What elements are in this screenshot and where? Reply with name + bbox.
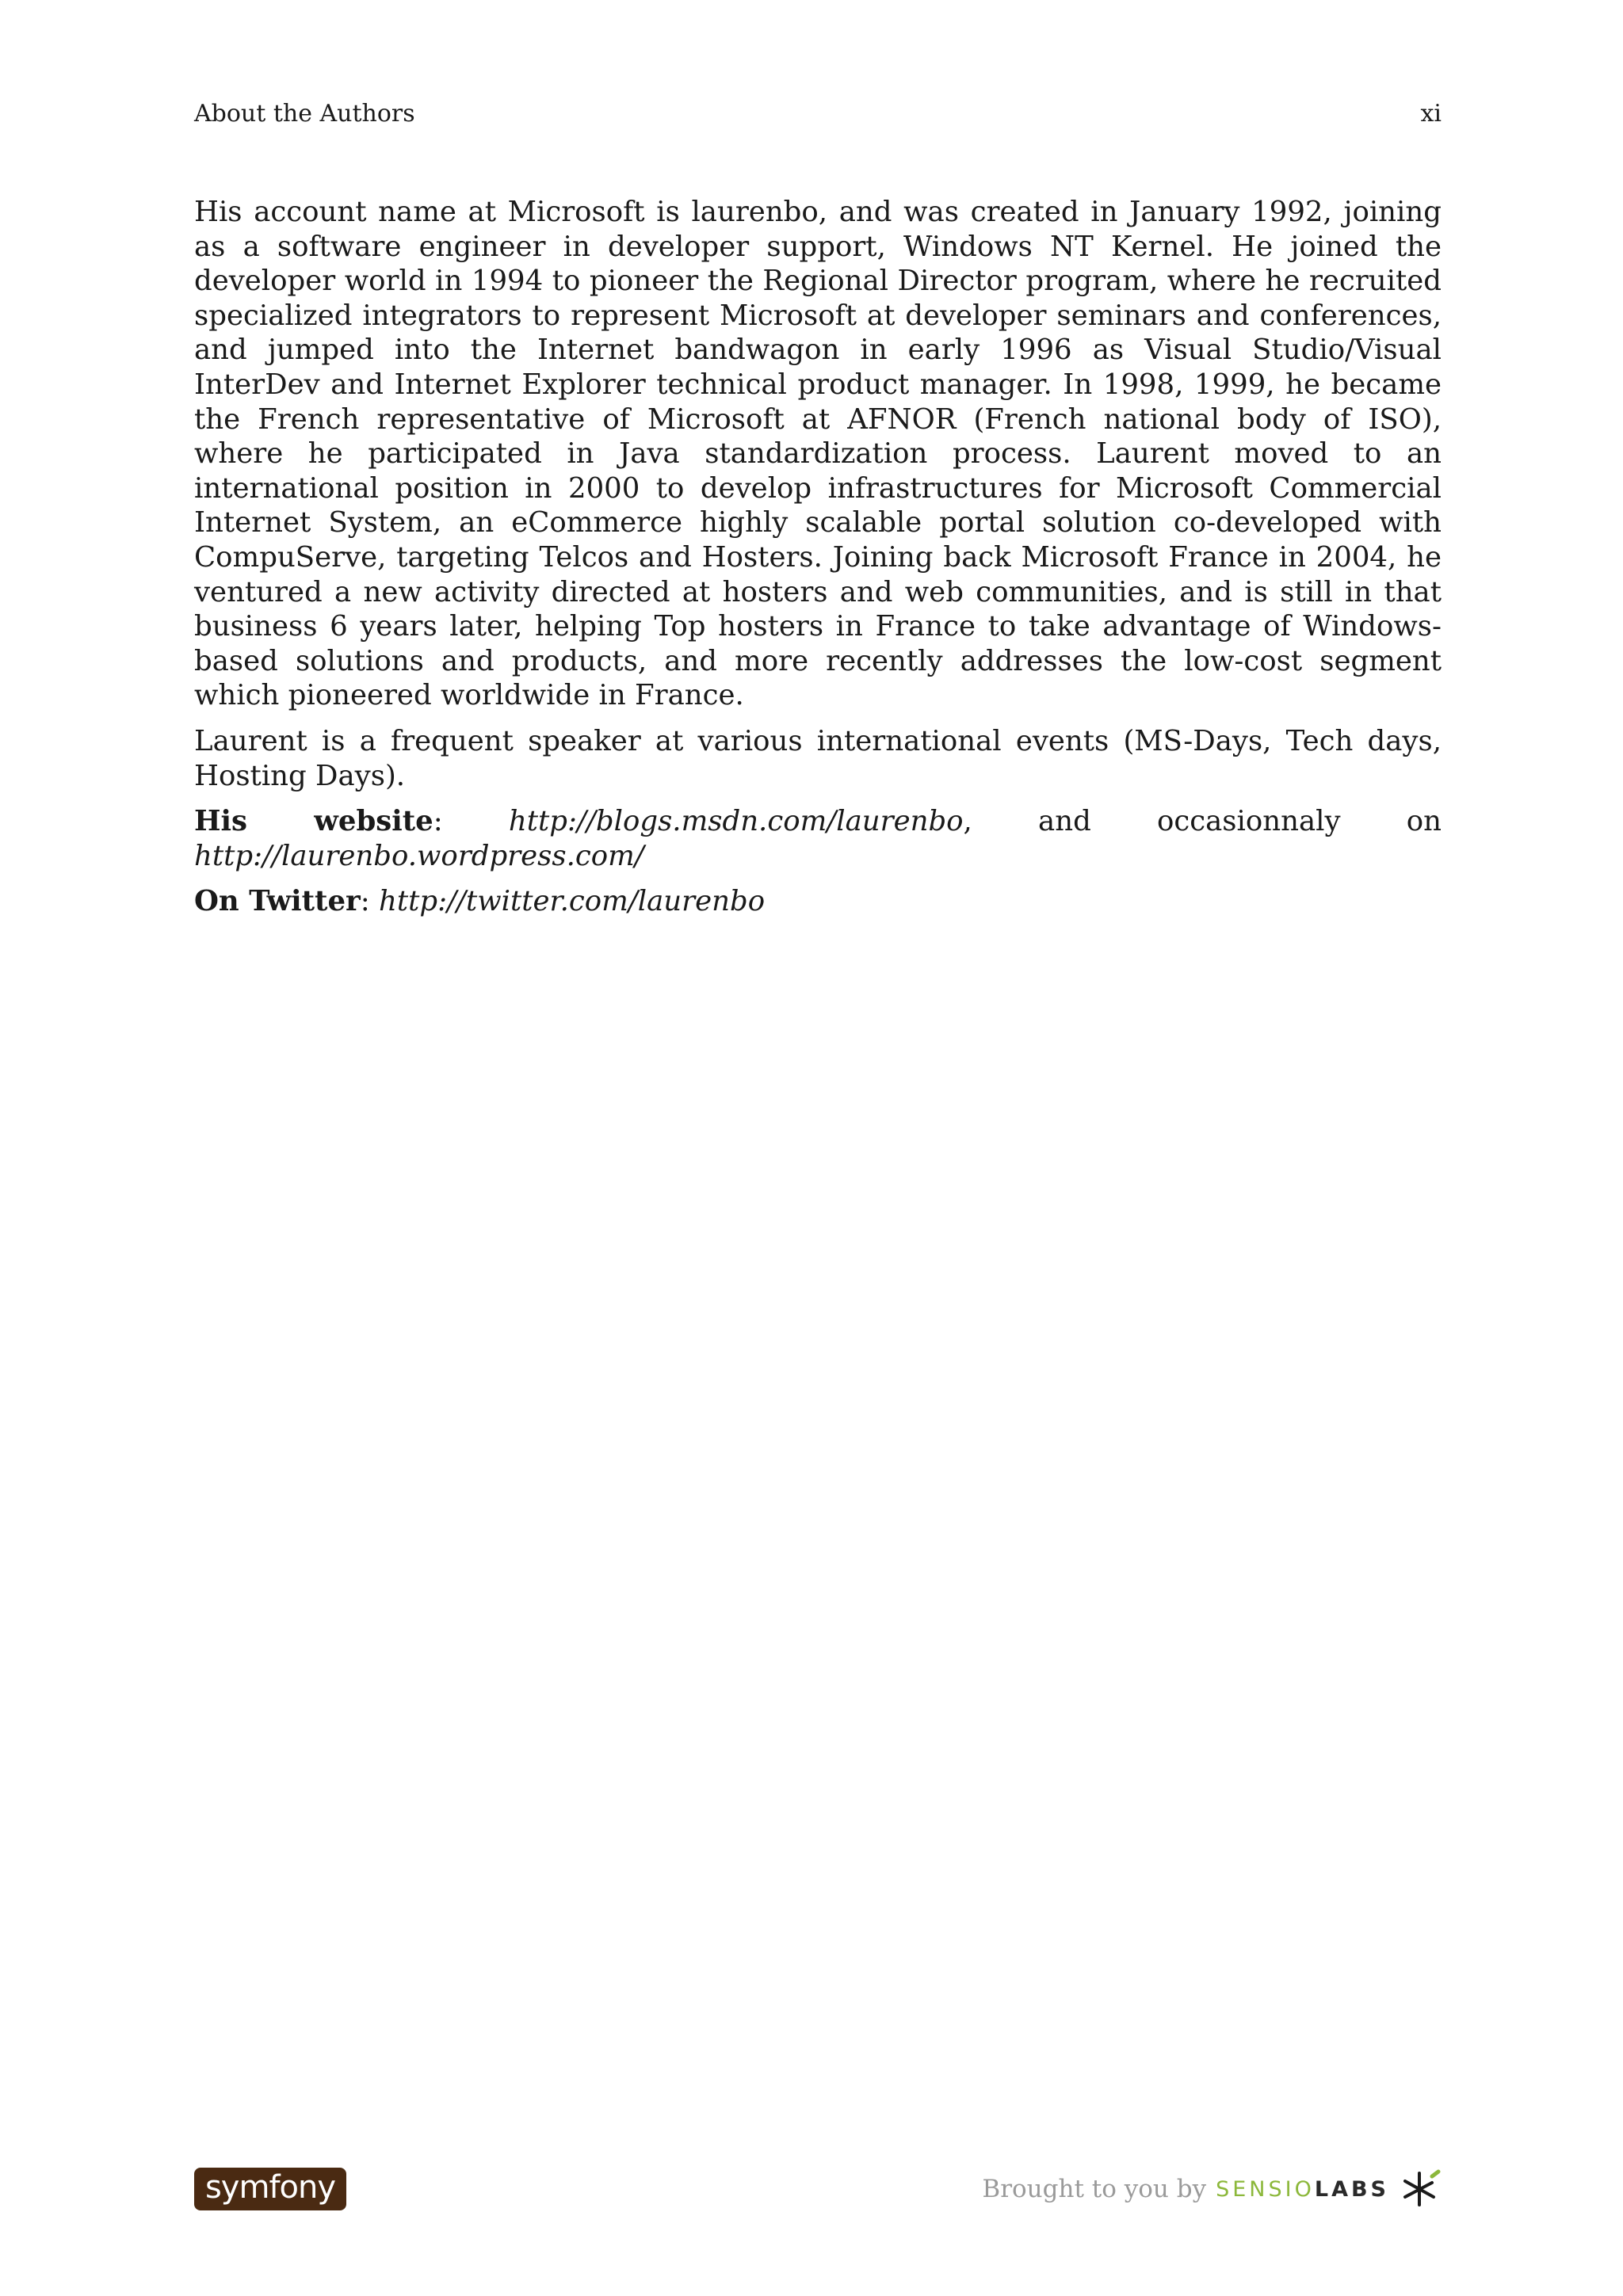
sensiolabs-mark-icon <box>1400 2168 1442 2210</box>
website-link[interactable]: http://blogs.msdn.com/laurenbo <box>508 805 964 838</box>
brought-by-text: Brought to you by <box>982 2175 1207 2203</box>
website-label: His website <box>194 805 433 838</box>
running-header-section: About the Authors <box>194 100 415 128</box>
sensiolabs-credit <box>982 2168 1442 2210</box>
twitter-separator: : <box>360 885 379 918</box>
website-link-2[interactable]: http://laurenbo.wordpress.com/ <box>194 839 644 872</box>
bio-paragraph: His account name at Microsoft is laurenbo, and was created in January 1992, joining as a software engineer in developer support, Windows NT Kernel. He joined the developer world in 1994 to pioneer the Regional Director program, where he recruited specialized integrators to represent Microsoft at developer seminars and conferences, and jumped into the Internet bandwagon in early 1996 as Visual Studio/Visual InterDev and Internet Explorer technical product manager. In 1998, 1999, he became the French representative of Microsoft at AFNOR (French national body of ISO), where he participated in Java standardization process. Laurent moved to an international position in 2000 to develop infrastructures for Microsoft Commercial Internet System, an eCommerce highly scalable portal solution co-developed with CompuServe, targeting Telcos and Hosters. Joining back Microsoft France in 2004, he ventured a new activity directed at hosters and web communities, and is still in that business 6 years later, helping Top hosters in France to take advantage of Windows-based solutions and products, and more recently addresses the low-cost segment which pioneered worldwide in France. <box>194 196 1442 712</box>
page-header <box>194 100 1442 128</box>
website-joiner: , and occasionnaly on <box>963 805 1442 838</box>
labs-wordmark: LABS <box>1314 2176 1389 2202</box>
page-number: xi <box>1420 100 1442 128</box>
twitter-link[interactable]: http://twitter.com/laurenbo <box>379 885 766 918</box>
website-line <box>194 804 1442 873</box>
sensio-wordmark: SENSIO <box>1216 2176 1315 2202</box>
symfony-logo <box>194 2168 346 2210</box>
website-separator: : <box>433 805 509 838</box>
speaker-paragraph: Laurent is a frequent speaker at various international events (MS-Days, Tech days, Hosting Days). <box>194 724 1442 792</box>
page-content <box>194 195 1442 930</box>
twitter-label: On Twitter <box>194 885 361 918</box>
symfony-logo-text: symfony <box>204 2169 336 2206</box>
twitter-line <box>194 884 1442 919</box>
